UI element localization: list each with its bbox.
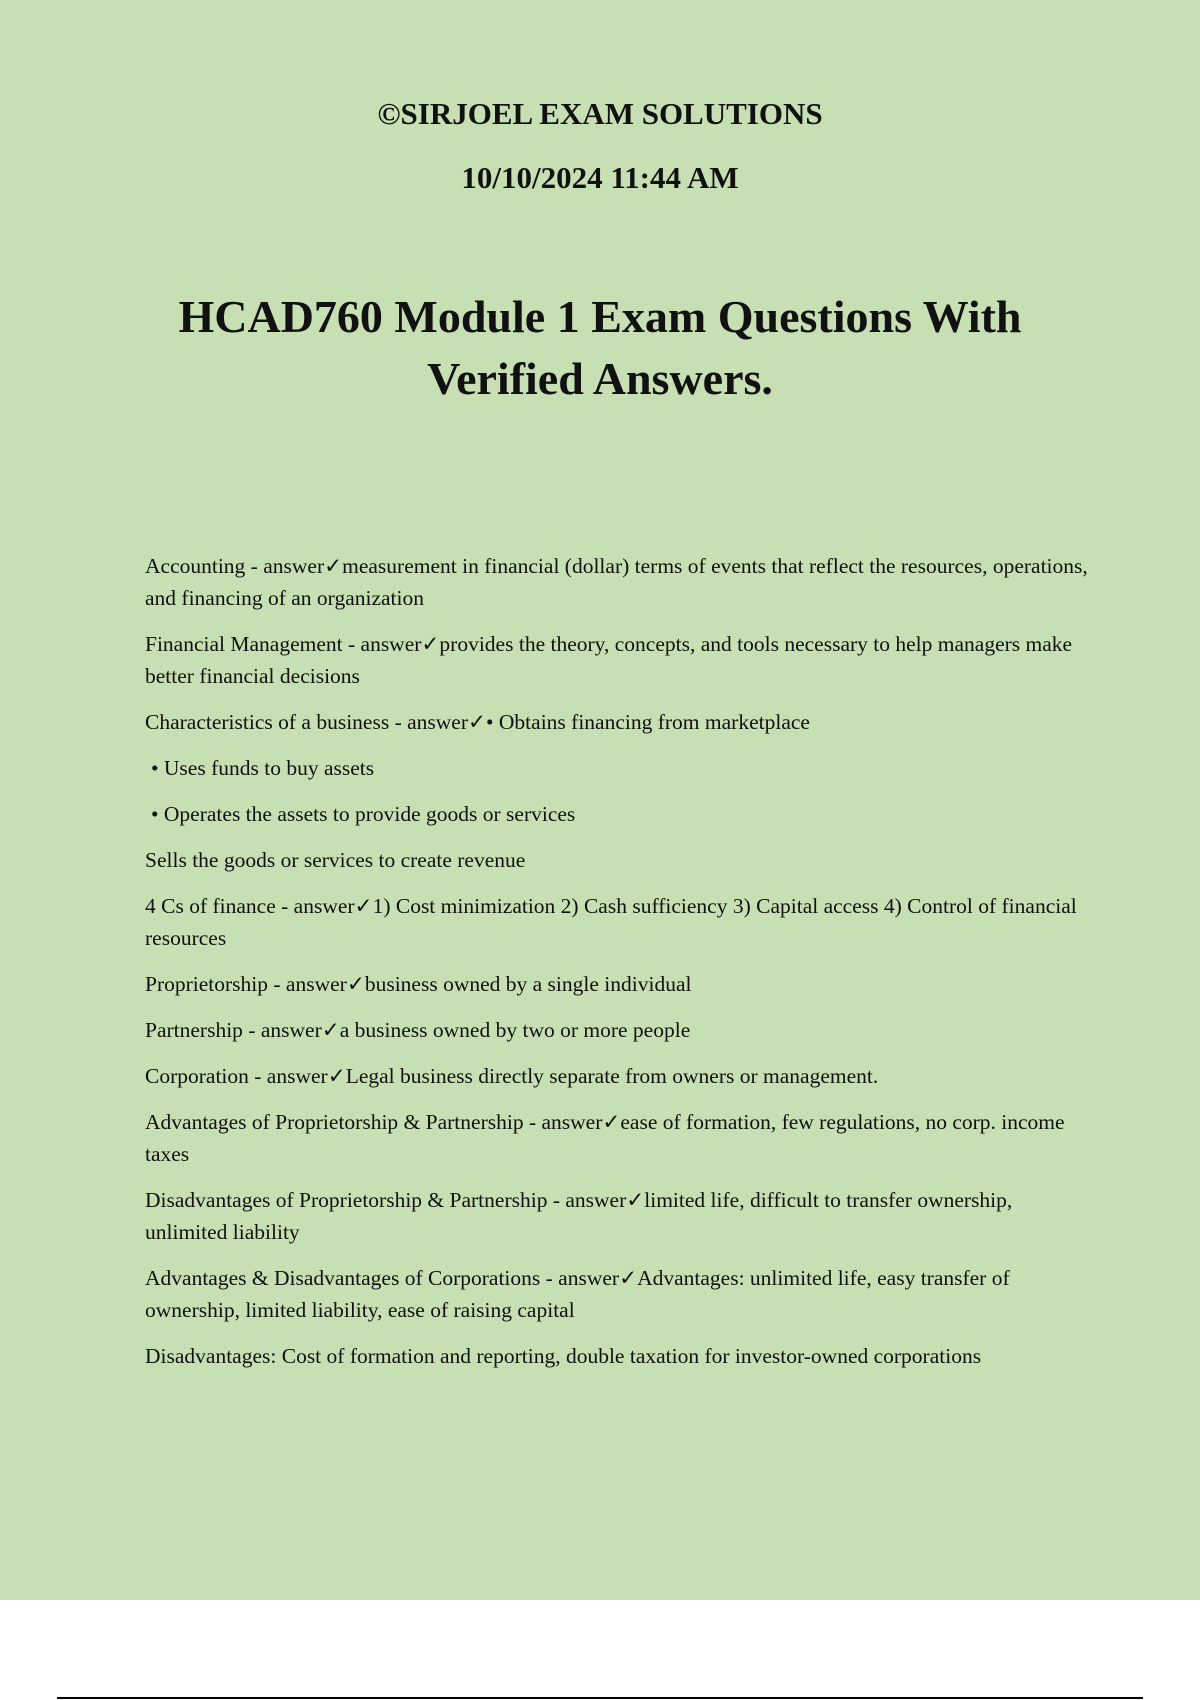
entry-accounting: Accounting - answer✓measurement in financial (dollar) terms of events that reflect the resources, operations, and financing of an organization bbox=[145, 554, 1088, 610]
entry-bullet-uses-funds: • Uses funds to buy assets bbox=[151, 756, 375, 780]
entry-proprietorship: Proprietorship - answer✓business owned by a single individual bbox=[145, 972, 692, 996]
entry-partnership: Partnership - answer✓a business owned by two or more people bbox=[145, 1018, 691, 1042]
entry-sells-goods: Sells the goods or services to create revenue bbox=[145, 848, 526, 872]
entry-4-cs-of-finance: 4 Cs of finance - answer✓1) Cost minimization 2) Cash sufficiency 3) Capital access 4) Control of financial resources bbox=[145, 894, 1077, 950]
footer-divider bbox=[57, 1697, 1143, 1699]
entry-disadvantages-corporations: Disadvantages: Cost of formation and reporting, double taxation for investor-owned corporations bbox=[145, 1344, 982, 1368]
entry-bullet-operates-assets: • Operates the assets to provide goods or services bbox=[151, 802, 576, 826]
entry-characteristics-of-business: Characteristics of a business - answer✓• Obtains financing from marketplace bbox=[145, 710, 810, 734]
flashcard-list bbox=[145, 550, 1090, 1386]
entry-financial-management: Financial Management - answer✓provides the theory, concepts, and tools necessary to help managers make better financial decisions bbox=[145, 632, 1073, 688]
timestamp-header: 10/10/2024 11:44 AM bbox=[461, 160, 739, 195]
brand-header: ©SIRJOEL EXAM SOLUTIONS bbox=[377, 96, 823, 131]
entry-advantages-disadvantages-corporations: Advantages & Disadvantages of Corporations - answer✓Advantages: unlimited life, easy transfer of ownership, limited liability, ease of raising capital bbox=[145, 1266, 1010, 1322]
entry-corporation: Corporation - answer✓Legal business directly separate from owners or management. bbox=[145, 1064, 879, 1088]
document-title: HCAD760 Module 1 Exam Questions With Verified Answers. bbox=[178, 291, 1022, 404]
entry-disadvantages-proprietorship-partnership: Disadvantages of Proprietorship & Partnership - answer✓limited life, difficult to transfer ownership, unlimited liability bbox=[145, 1188, 1013, 1244]
entry-advantages-proprietorship-partnership: Advantages of Proprietorship & Partnership - answer✓ease of formation, few regulations, no corp. income taxes bbox=[145, 1110, 1065, 1166]
